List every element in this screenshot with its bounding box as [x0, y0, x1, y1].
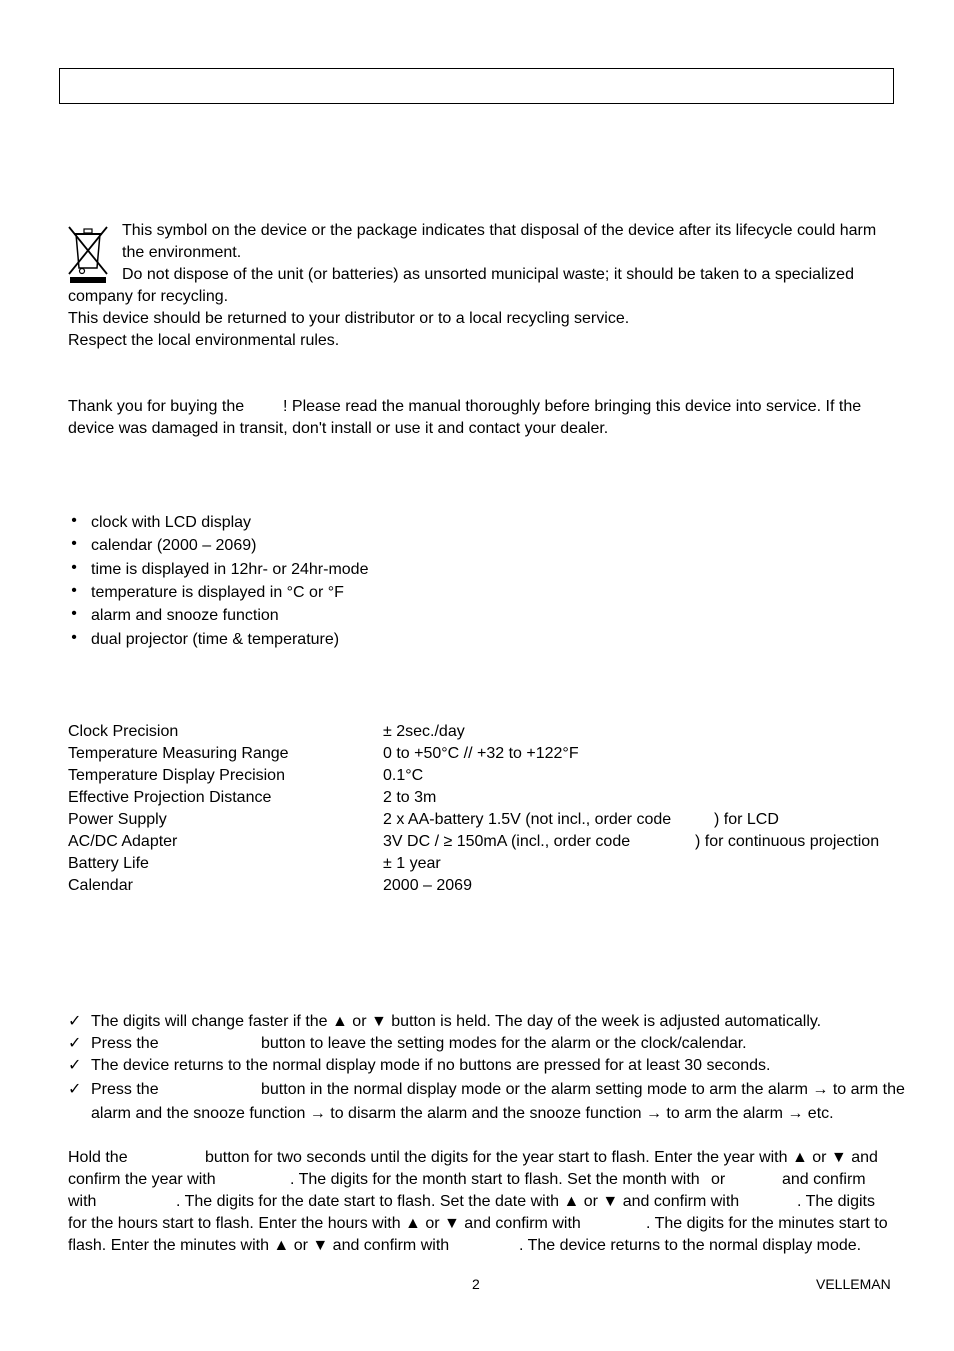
brand-name: VELLEMAN — [816, 1276, 891, 1292]
intro-line: device was damaged in transit, don't install or use it and contact your dealer. — [68, 420, 609, 437]
spec-value-suffix: ) for continuous projection — [695, 833, 880, 850]
spec-label: Temperature Measuring Range — [68, 745, 289, 762]
spec-value: 3V DC / ≥ 150mA (incl., order code — [383, 833, 631, 850]
page-number: 2 — [472, 1276, 480, 1292]
spec-label: Clock Precision — [68, 723, 179, 740]
env-text-line: company for recycling. — [68, 288, 229, 305]
note-text: button to leave the setting modes for the alarm or the clock/calendar. — [261, 1035, 747, 1052]
setting-text: button for two seconds until the digits for the year start to flash. Enter the year with ▲ or ▼ and — [205, 1149, 878, 1166]
setting-text: flash. Enter the minutes with ▲ or ▼ and confirm with — [68, 1237, 450, 1254]
checkmark-icon: ✓ — [68, 1035, 82, 1052]
note-text: button in the normal display mode or the alarm setting mode to arm the alarm → to arm the — [261, 1081, 905, 1098]
setting-text: for the hours start to flash. Enter the hours with ▲ or ▼ and confirm with — [68, 1215, 581, 1232]
note-text: The digits will change faster if the ▲ or ▼ button is held. The day of the week is adjusted automatically. — [91, 1013, 822, 1030]
env-text-line: Respect the local environmental rules. — [68, 332, 340, 349]
note-text: Press the — [91, 1035, 159, 1052]
intro-line: Thank you for buying the — [68, 398, 245, 415]
list-item: time is displayed in 12hr- or 24hr-mode — [91, 561, 369, 578]
spec-label: Temperature Display Precision — [68, 767, 285, 784]
env-text-line: Do not dispose of the unit (or batteries) as unsorted municipal waste; it should be taken to a specialized — [122, 266, 854, 283]
setting-text: . The digits for the month start to flash. Set the month with — [290, 1171, 700, 1188]
spec-value: 2 to 3m — [383, 789, 437, 806]
list-item: alarm and snooze function — [91, 607, 279, 624]
checkmark-icon: ✓ — [68, 1013, 82, 1030]
bullet-icon: • — [71, 535, 77, 552]
list-item: temperature is displayed in °C or °F — [91, 584, 344, 601]
spec-value: ± 1 year — [383, 855, 441, 872]
list-item: clock with LCD display — [91, 514, 252, 531]
spec-label: Battery Life — [68, 855, 149, 872]
bullet-icon: • — [71, 512, 77, 529]
note-text: Press the — [91, 1081, 159, 1098]
list-item: dual projector (time & temperature) — [91, 631, 340, 648]
checkmark-icon: ✓ — [68, 1081, 82, 1098]
setting-text: . The digits for the minutes start to — [646, 1215, 888, 1232]
setting-text: and confirm — [782, 1171, 866, 1188]
spec-label: AC/DC Adapter — [68, 833, 178, 850]
setting-text: or — [711, 1171, 726, 1188]
bullet-icon: • — [71, 605, 77, 622]
spec-value: 2 x AA-battery 1.5V (not incl., order code — [383, 811, 672, 828]
setting-text: with — [68, 1193, 97, 1210]
checkmark-icon: ✓ — [68, 1057, 82, 1074]
setting-text: Hold the — [68, 1149, 128, 1166]
bullet-icon: • — [71, 559, 77, 576]
spec-label: Effective Projection Distance — [68, 789, 272, 806]
spec-value: ± 2sec./day — [383, 723, 465, 740]
setting-text: . The device returns to the normal display mode. — [519, 1237, 862, 1254]
spec-value: 0 to +50°C // +32 to +122°F — [383, 745, 579, 762]
setting-text: . The digits for the date start to flash. Set the date with ▲ or ▼ and confirm with — [176, 1193, 740, 1210]
spec-label: Calendar — [68, 877, 133, 894]
list-item: calendar (2000 – 2069) — [91, 537, 257, 554]
env-text-line: the environment. — [122, 244, 242, 261]
note-text: The device returns to the normal display mode if no buttons are pressed for at least 30 seconds. — [91, 1057, 771, 1074]
setting-text: confirm the year with — [68, 1171, 216, 1188]
spec-value: 0.1°C — [383, 767, 424, 784]
wheelie-bin-crossed-icon — [66, 224, 110, 286]
intro-line: ! Please read the manual thoroughly before bringing this device into service. If the — [283, 398, 862, 415]
bullet-icon: • — [71, 629, 77, 646]
bullet-icon: • — [71, 582, 77, 599]
env-text-line: This device should be returned to your distributor or to a local recycling service. — [68, 310, 630, 327]
note-text: alarm and the snooze function → to disarm the alarm and the snooze function → to arm the alarm → etc. — [91, 1105, 834, 1122]
env-text-line: This symbol on the device or the package indicates that disposal of the device after its lifecycle could harm — [122, 222, 877, 239]
spec-value: 2000 – 2069 — [383, 877, 472, 894]
section-title-box — [59, 68, 894, 104]
spec-value-suffix: ) for LCD — [714, 811, 779, 828]
setting-text: . The digits — [797, 1193, 875, 1210]
spec-label: Power Supply — [68, 811, 167, 828]
